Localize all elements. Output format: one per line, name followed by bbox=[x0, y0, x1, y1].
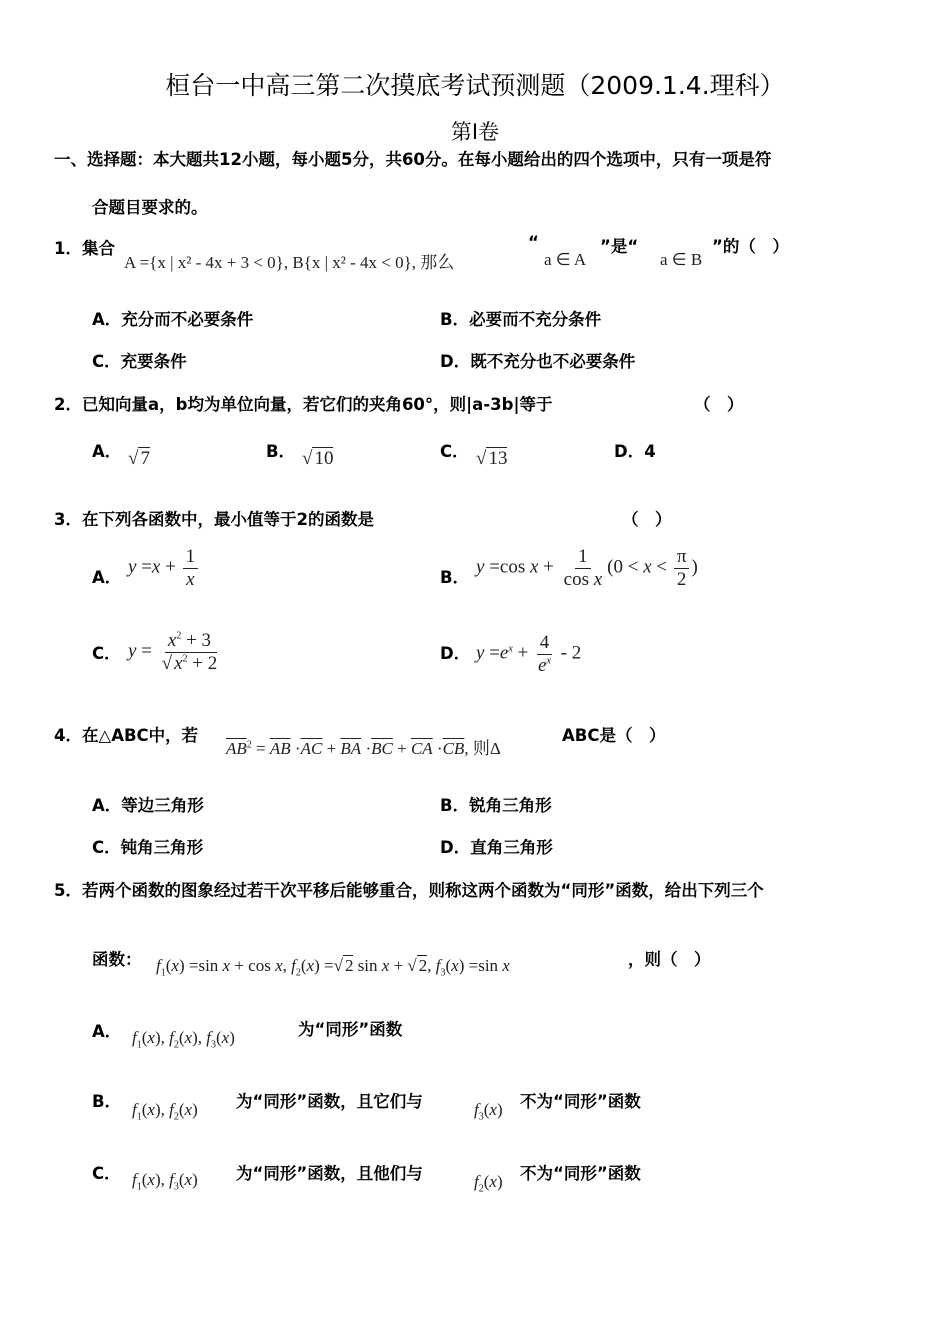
q5-option-c-text2[interactable]: 不为“同形”函数 bbox=[520, 1164, 641, 1183]
q4-option-a[interactable]: A．等边三角形 bbox=[92, 796, 204, 815]
section-header-line1: 一、选择题：本大题共12小题，每小题5分，共60分。在每小题给出的四个选项中，只有一项是符 bbox=[54, 150, 772, 169]
q4-option-d[interactable]: D．直角三角形 bbox=[440, 838, 553, 857]
q1-quote-end: ”的（ ） bbox=[712, 237, 789, 256]
q5-suffix: ，则（ ） bbox=[628, 950, 711, 969]
q3-number: 3． bbox=[54, 510, 82, 529]
q1-option-b[interactable]: B．必要而不充分条件 bbox=[440, 310, 602, 329]
q3-option-c-formula[interactable]: y = $\frac{x^2 + 3}{√ x^2 + 2}$ bbox=[128, 630, 218, 674]
volume-label: 第Ⅰ卷 bbox=[450, 120, 500, 144]
q5-option-b-formula[interactable]: $f_1(x)$, $f_2(x)$ bbox=[132, 1100, 198, 1123]
q1-quote-mid: ”是“ bbox=[600, 237, 639, 256]
q1-prefix: 集合 bbox=[82, 239, 115, 258]
q5-functions-formula: $f_1(x) =\sin$ x + cos x, $f_2(x)$ =√ 2 sin x + √ 2, $f_3(x) =\sin$ x bbox=[156, 956, 510, 979]
q3-option-d-label[interactable]: D． bbox=[440, 644, 471, 663]
q2-text: 已知向量a，b均为单位向量，若它们的夹角60°，则|a-3b|等于 bbox=[82, 395, 553, 414]
q5-option-b-f3[interactable]: $f_3(x)$ bbox=[474, 1100, 503, 1123]
q2-b-radicand: 10 bbox=[314, 448, 334, 469]
q5-prefix: 函数： bbox=[92, 950, 142, 969]
q3-option-d-formula[interactable]: $y =e^x$ + $\frac{4}{e^x}$ - 2 bbox=[476, 632, 582, 676]
q1-option-a[interactable]: A．充分而不必要条件 bbox=[92, 310, 254, 329]
q1-number: 1． bbox=[54, 239, 82, 258]
q5-option-b-text1[interactable]: 为“同形”函数，且它们与 bbox=[236, 1092, 423, 1111]
q5-line1: 若两个函数的图象经过若干次平移后能够重合，则称这两个函数为“同形”函数，给出下列三个 bbox=[82, 881, 764, 900]
q4-vector-formula: $\overline{AB}^2 = \overline{AB} \cdot\overline{AC} + \overline{BA} \cdot\overline{BC} + \overline{CA} \cdot\overline{CB}$, 则Δ bbox=[226, 739, 501, 758]
q4-option-c[interactable]: C．钝角三角形 bbox=[92, 838, 204, 857]
section-header-line2: 合题目要求的。 bbox=[92, 198, 208, 217]
q3-option-b-formula[interactable]: y =cos x + $\frac{1}{\text{cos x}}$ (0 < x < $\frac{\pi}{2}$ ) bbox=[476, 546, 698, 590]
q3-text: 在下列各函数中，最小值等于2的函数是 bbox=[82, 510, 374, 529]
q2-option-a-label[interactable]: A． bbox=[92, 442, 122, 461]
q2-option-d[interactable]: D．4 bbox=[614, 442, 656, 461]
q5-option-a-formula[interactable]: $f_1(x)$, $f_2(x)$, $f_3(x)$ bbox=[132, 1028, 235, 1051]
q1-quote-open: “ bbox=[528, 233, 539, 252]
q3-answer-paren: （ ） bbox=[622, 510, 672, 529]
q2-option-c-label[interactable]: C． bbox=[440, 442, 469, 461]
q3-option-a-formula[interactable]: y =x + $\frac{1}{x}$ bbox=[128, 546, 200, 591]
q2-option-b-value[interactable]: √ 10 bbox=[302, 448, 334, 469]
q2-answer-paren: （ ） bbox=[694, 395, 744, 414]
q1-sets-formula: A ={x | x² - 4x + 3 < 0}, B{x | x² - 4x < 0}, 那么 bbox=[124, 253, 455, 272]
q1-condition-b: a ∈ B bbox=[660, 250, 703, 269]
q2-c-radicand: 13 bbox=[488, 448, 508, 469]
q4-option-b[interactable]: B．锐角三角形 bbox=[440, 796, 552, 815]
q1-condition-a: a ∈ A bbox=[544, 250, 587, 269]
q1-option-d[interactable]: D．既不充分也不必要条件 bbox=[440, 352, 636, 371]
q5-option-c-formula[interactable]: $f_1(x)$, $f_3(x)$ bbox=[132, 1170, 198, 1193]
q5-option-c-text1[interactable]: 为“同形”函数，且他们与 bbox=[236, 1164, 423, 1183]
q2-option-c-value[interactable]: √ 13 bbox=[476, 448, 508, 469]
q2-option-a-value[interactable]: √ 7 bbox=[128, 448, 150, 469]
q2-option-b-label[interactable]: B． bbox=[266, 442, 296, 461]
q5-option-b-label[interactable]: B． bbox=[92, 1092, 122, 1111]
page-title: 桓台一中高三第二次摸底考试预测题（2009.1.4.理科） bbox=[165, 71, 785, 100]
q5-option-c-label[interactable]: C． bbox=[92, 1164, 121, 1183]
q3-option-b-label[interactable]: B． bbox=[440, 568, 470, 587]
q3-option-c-label[interactable]: C． bbox=[92, 644, 121, 663]
q5-number: 5． bbox=[54, 881, 82, 900]
q4-suffix: ABC是（ ） bbox=[562, 726, 666, 745]
q3-option-a-label[interactable]: A． bbox=[92, 568, 122, 587]
q5-option-a-label[interactable]: A． bbox=[92, 1022, 122, 1041]
q2-a-radicand: 7 bbox=[140, 448, 150, 469]
q5-option-b-text2[interactable]: 不为“同形”函数 bbox=[520, 1092, 641, 1111]
q5-option-a-text[interactable]: 为“同形”函数 bbox=[298, 1020, 403, 1039]
q5-option-c-f2[interactable]: $f_2(x)$ bbox=[474, 1172, 503, 1195]
q1-option-c[interactable]: C．充要条件 bbox=[92, 352, 187, 371]
q2-number: 2． bbox=[54, 395, 82, 414]
q4-number: 4． bbox=[54, 726, 82, 745]
q4-prefix: 在△ABC中，若 bbox=[82, 726, 199, 745]
